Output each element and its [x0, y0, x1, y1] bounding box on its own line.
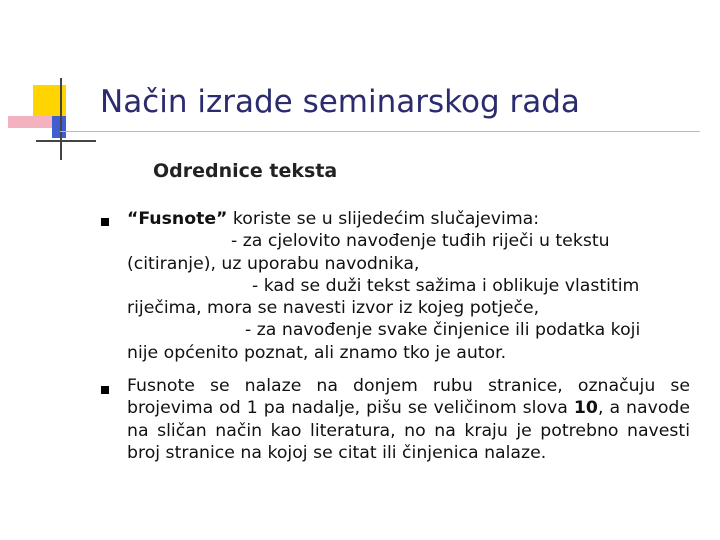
- case-3-start: - za navođenje svake činjenice ili podatka koji: [245, 320, 641, 341]
- fusnote-term: “Fusnote”: [127, 209, 228, 229]
- logo-blue-square: [52, 116, 66, 138]
- font-size-value: 10: [573, 398, 598, 419]
- bullet-2-text-after: , a navode na sličan način kao literatura, no na kraju je potrebno navesti broj stranice na kojoj se citat ili činjenica nalaze.: [127, 398, 691, 463]
- fusnote-intro: koriste se u slijedećim slučajevima:: [227, 209, 540, 229]
- bullet-2-text-before: Fusnote se nalaze na donjem rubu stranice, označuju se brojevima od 1 pa nadalje, pišu se veličinom slova: [127, 376, 690, 419]
- case-1-start: - za cjelovito navođenje tuđih riječi u tekstu: [231, 231, 610, 252]
- case-2-end: riječima, mora se navesti izvor iz kojeg potječe,: [127, 298, 540, 319]
- title-underline: [60, 131, 700, 132]
- logo-horizontal-line: [36, 140, 96, 142]
- case-1-end: (citiranje), uz uporabu navodnika,: [127, 253, 420, 274]
- bullet-item-1: [127, 208, 690, 364]
- bullet-marker-1: [101, 218, 109, 226]
- bullet-marker-2: [101, 386, 109, 394]
- bullet-item-2: [127, 375, 690, 464]
- logo-vertical-line: [60, 78, 62, 160]
- logo-pink-bar: [8, 116, 53, 128]
- section-heading: Odrednice teksta: [153, 160, 338, 182]
- page-title: Način izrade seminarskog rada: [100, 84, 580, 120]
- case-2-start: - kad se duži tekst sažima i oblikuje vlastitim: [252, 275, 640, 296]
- bullet-1-line-1: [127, 208, 690, 230]
- case-3-end: nije općenito poznat, ali znamo tko je autor.: [127, 342, 507, 363]
